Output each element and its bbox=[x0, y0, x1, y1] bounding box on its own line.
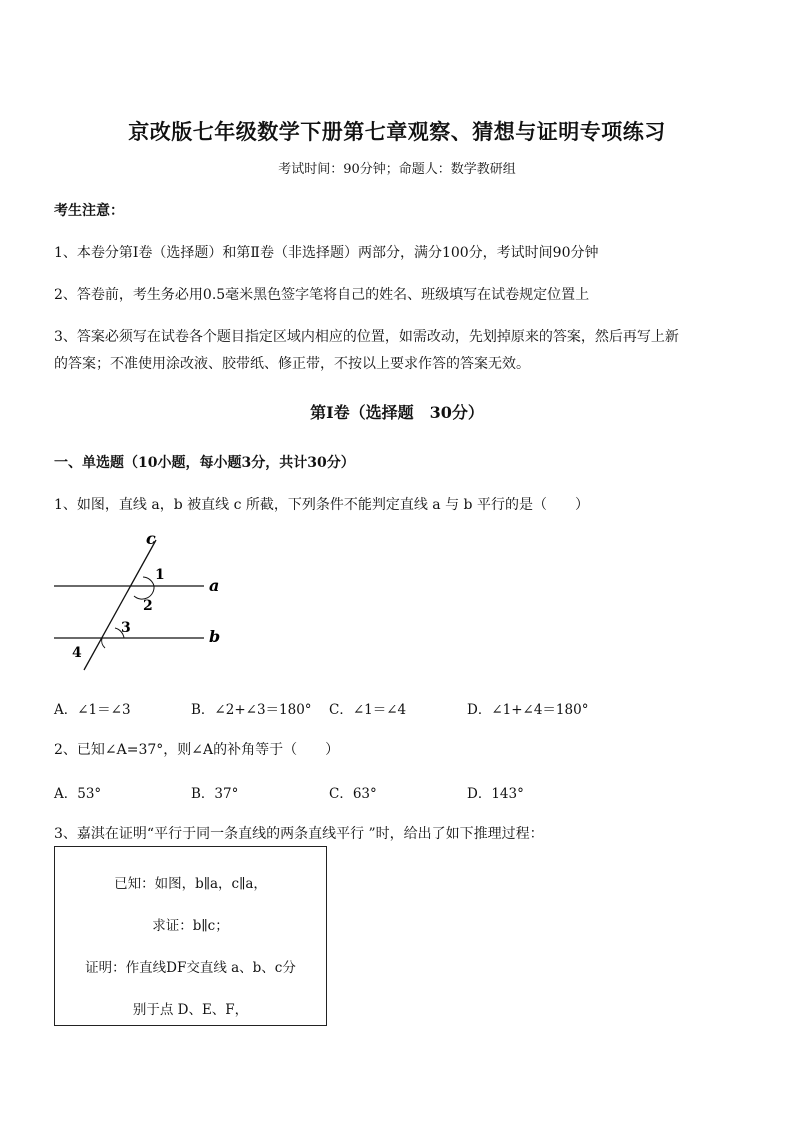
angle-label-4: 4 bbox=[72, 645, 82, 661]
question-1-option-c: C．∠1＝∠4 bbox=[329, 702, 407, 718]
label-c: c bbox=[146, 529, 156, 548]
question-1-option-d: D．∠1+∠4＝180° bbox=[467, 702, 589, 718]
question-1-stem: 1、如图，直线 a，b 被直线 c 所截，下列条件不能判定直线 a 与 b 平行的是（ ） bbox=[54, 497, 589, 513]
proof-step-1-cont: 别于点 D、E、F， bbox=[132, 1002, 249, 1018]
page-title: 京改版七年级数学下册第七章观察、猜想与证明专项练习 bbox=[128, 119, 666, 144]
notice-item-3: 3、答案必须写在试卷各个题目指定区域内相应的位置，如需改动，先划掉原来的答案，然后再写上新 bbox=[54, 329, 679, 345]
question-1-option-a: A．∠1＝∠3 bbox=[54, 702, 131, 718]
section-title: 第Ⅰ卷（选择题 30分） bbox=[310, 403, 484, 422]
question-1-figure bbox=[54, 528, 234, 678]
notice-item-3-cont: 的答案；不准使用涂改液、胶带纸、修正带，不按以上要求作答的答案无效。 bbox=[54, 356, 530, 372]
part-title: 一、单选题（10小题，每小题3分，共计30分） bbox=[54, 455, 355, 471]
angle-label-3: 3 bbox=[121, 620, 131, 636]
notice-heading: 考生注意： bbox=[54, 203, 124, 219]
angle-label-1: 1 bbox=[155, 567, 165, 583]
label-a: a bbox=[209, 576, 220, 595]
question-2-option-b: B．37° bbox=[191, 786, 239, 802]
notice-item-1: 1、本卷分第Ⅰ卷（选择题）和第Ⅱ卷（非选择题）两部分，满分100分，考试时间90分钟 bbox=[54, 245, 599, 261]
proof-to-prove: 求证：b∥c； bbox=[152, 918, 229, 934]
question-2-option-d: D．143° bbox=[467, 786, 524, 802]
proof-given: 已知：如图，b∥a，c∥a， bbox=[114, 876, 267, 892]
proof-step-1: 证明：作直线DF交直线 a、b、c分 bbox=[85, 960, 296, 976]
question-2-option-c: C．63° bbox=[329, 786, 377, 802]
question-2-stem: 2、已知∠A=37°，则∠A的补角等于（ ） bbox=[54, 742, 340, 758]
angle-1-arc bbox=[143, 577, 154, 586]
label-b: b bbox=[209, 627, 221, 646]
proof-box bbox=[54, 846, 327, 1026]
angle-4-arc bbox=[102, 638, 105, 648]
question-1-option-b: B．∠2+∠3＝180° bbox=[191, 702, 312, 718]
angle-label-2: 2 bbox=[143, 598, 153, 614]
question-3-stem: 3、嘉淇在证明“平行于同一条直线的两条直线平行 ”时，给出了如下推理过程： bbox=[54, 826, 544, 842]
exam-info: 考试时间：90分钟；命题人：数学教研组 bbox=[278, 162, 516, 177]
notice-item-2: 2、答卷前，考生务必用0.5毫米黑色签字笔将自己的姓名、班级填写在试卷规定位置上 bbox=[54, 287, 590, 303]
question-2-option-a: A．53° bbox=[54, 786, 102, 802]
